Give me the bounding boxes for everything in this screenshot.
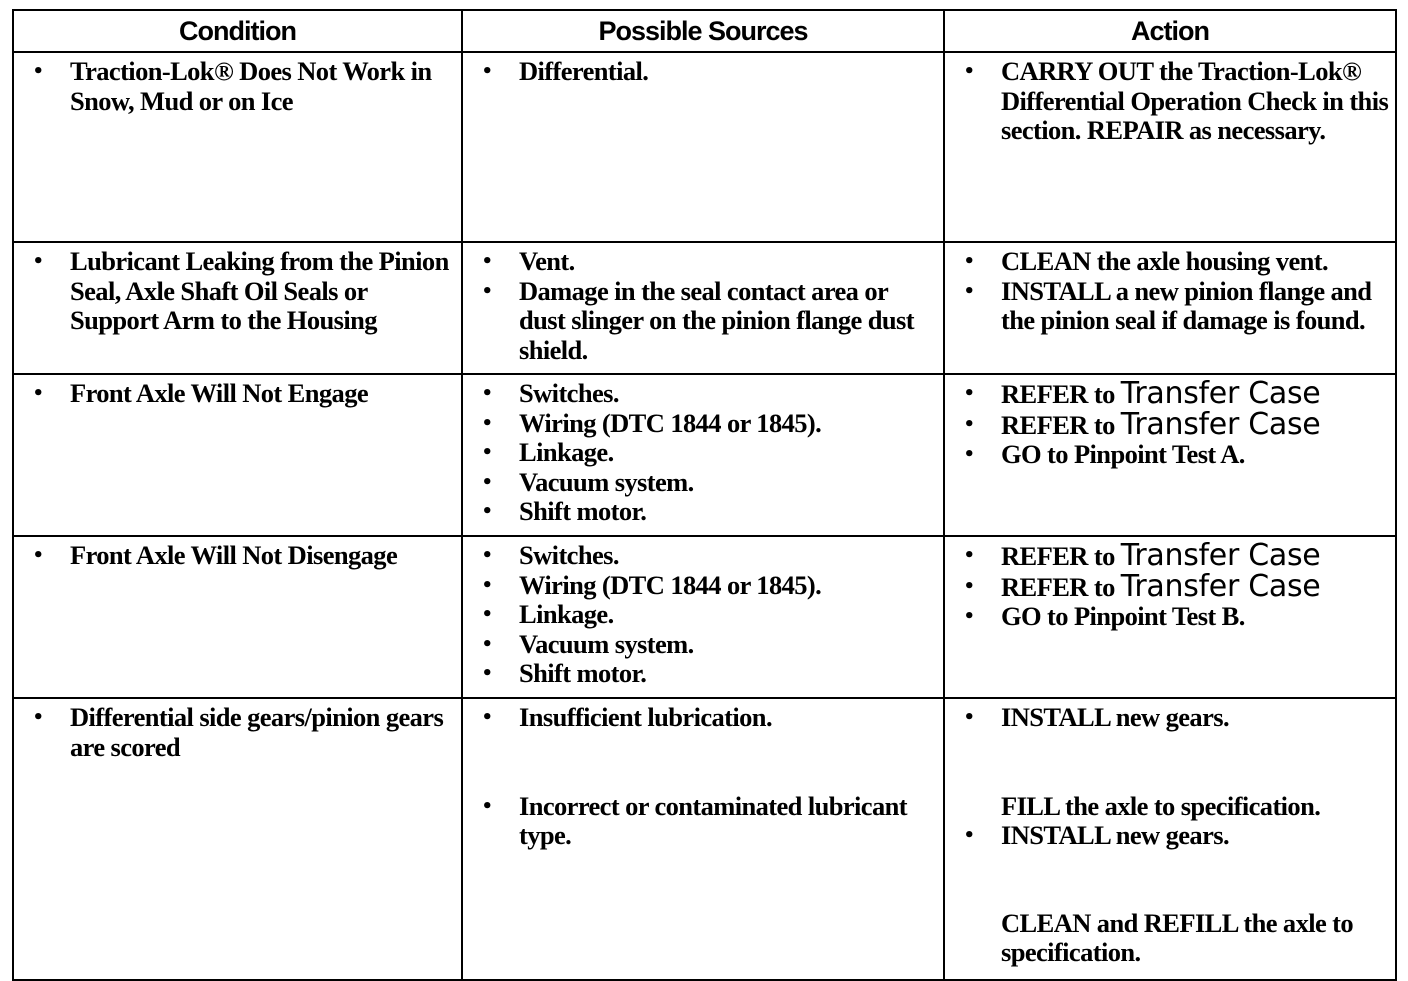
list-item bbox=[475, 468, 937, 498]
bullet-icon: • bbox=[32, 251, 44, 272]
bullet-icon: • bbox=[32, 707, 44, 728]
source-text: Shift motor. bbox=[519, 496, 647, 527]
bullet-icon: • bbox=[32, 383, 44, 404]
list-item bbox=[475, 630, 937, 660]
bullet-icon: • bbox=[963, 606, 975, 628]
action-text: GO to Pinpoint Test B. bbox=[1001, 601, 1245, 632]
sources-cell bbox=[462, 242, 944, 374]
list-item bbox=[26, 57, 455, 116]
source-text: Insufficient lubrication. bbox=[519, 702, 772, 732]
action-text: INSTALL a new pinion flange and the pinion seal if damage is found. bbox=[1001, 275, 1372, 336]
condition-text: Front Axle Will Not Engage bbox=[70, 378, 369, 408]
bullet-icon: • bbox=[481, 280, 493, 302]
action-text: CLEAN the axle housing vent. bbox=[1001, 246, 1329, 276]
condition-cell bbox=[13, 52, 462, 242]
source-text: Switches. bbox=[519, 378, 619, 408]
bullet-icon: • bbox=[481, 604, 493, 626]
bullet-icon: • bbox=[963, 383, 975, 404]
bullet-icon: • bbox=[481, 471, 493, 493]
source-text: Wiring (DTC 1844 or 1845). bbox=[519, 407, 822, 438]
list-item bbox=[26, 703, 455, 762]
table-row bbox=[13, 536, 1396, 698]
list-item bbox=[475, 438, 937, 468]
action-text: REFER to bbox=[1001, 379, 1115, 409]
bullet-icon: • bbox=[481, 383, 493, 404]
action-cell bbox=[944, 242, 1396, 374]
list-item bbox=[475, 247, 937, 277]
action-cell bbox=[944, 698, 1396, 980]
bullet-icon: • bbox=[963, 280, 975, 302]
list-item bbox=[26, 541, 455, 571]
action-text: REFER to bbox=[1001, 541, 1115, 571]
table-row bbox=[13, 52, 1396, 242]
source-text: Incorrect or contaminated lubricant type. bbox=[519, 790, 907, 851]
condition-text: Differential side gears/pinion gears are scored bbox=[70, 702, 444, 762]
condition-text: Traction-Lok® Does Not Work in Snow, Mud or on Ice bbox=[70, 56, 432, 116]
action-cell bbox=[944, 52, 1396, 242]
transfer-case-reference: Transfer Case bbox=[1120, 406, 1321, 442]
condition-text: Front Axle Will Not Disengage bbox=[70, 540, 398, 570]
bullet-icon: • bbox=[481, 795, 493, 817]
bullet-icon: • bbox=[963, 413, 975, 435]
bullet-icon: • bbox=[481, 442, 493, 464]
transfer-case-reference: Transfer Case bbox=[1120, 568, 1321, 604]
list-item bbox=[26, 379, 455, 409]
list-item bbox=[957, 821, 1389, 851]
action-text: REFER to bbox=[1001, 409, 1115, 440]
bullet-icon: • bbox=[963, 61, 975, 82]
list-item bbox=[475, 409, 937, 439]
source-text: Differential. bbox=[519, 56, 649, 86]
action-note: CLEAN and REFILL the axle to specification. bbox=[1001, 907, 1354, 968]
action-text: CARRY OUT the Traction-Lok® Differential Operation Check in this section. REPAIR as necessary. bbox=[1001, 56, 1389, 146]
bullet-icon: • bbox=[481, 61, 493, 82]
bullet-icon: • bbox=[32, 61, 44, 82]
transfer-case-reference: Transfer Case bbox=[1120, 376, 1321, 411]
list-item bbox=[475, 497, 937, 527]
source-text: Vent. bbox=[519, 246, 575, 276]
bullet-icon: • bbox=[481, 501, 493, 523]
sources-cell bbox=[462, 374, 944, 536]
header-condition: Condition bbox=[13, 10, 462, 52]
action-note: FILL the axle to specification. bbox=[1001, 790, 1321, 821]
bullet-icon: • bbox=[963, 825, 975, 847]
bullet-icon: • bbox=[481, 663, 493, 685]
list-item bbox=[475, 703, 937, 733]
bullet-icon: • bbox=[481, 412, 493, 434]
sources-cell bbox=[462, 698, 944, 980]
header-action: Action bbox=[944, 10, 1396, 52]
action-cell bbox=[944, 536, 1396, 698]
bullet-icon: • bbox=[481, 251, 493, 272]
list-item bbox=[475, 541, 937, 571]
bullet-icon: • bbox=[481, 574, 493, 596]
action-cell bbox=[944, 374, 1396, 536]
bullet-icon: • bbox=[481, 545, 493, 566]
header-possible-sources: Possible Sources bbox=[462, 10, 944, 52]
list-item bbox=[475, 379, 937, 409]
bullet-icon: • bbox=[963, 545, 975, 566]
action-text: INSTALL new gears. bbox=[1001, 702, 1229, 732]
action-text: REFER to bbox=[1001, 571, 1115, 602]
condition-cell bbox=[13, 242, 462, 374]
bullet-icon: • bbox=[481, 633, 493, 655]
list-item bbox=[475, 57, 937, 87]
source-text: Switches. bbox=[519, 540, 619, 570]
bullet-icon: • bbox=[963, 707, 975, 728]
source-text: Linkage. bbox=[519, 599, 614, 630]
list-item bbox=[957, 406, 1389, 442]
diagnosis-table bbox=[12, 9, 1397, 981]
sources-cell bbox=[462, 536, 944, 698]
condition-text: Lubricant Leaking from the Pinion Seal, Axle Shaft Oil Seals or Support Arm to the Housing bbox=[70, 246, 449, 336]
source-text: Damage in the seal contact area or dust slinger on the pinion flange dust shield. bbox=[519, 275, 914, 365]
list-item bbox=[957, 376, 1389, 411]
condition-cell bbox=[13, 536, 462, 698]
list-item bbox=[957, 277, 1389, 336]
table-row bbox=[13, 242, 1396, 374]
bullet-icon: • bbox=[963, 575, 975, 597]
source-text: Vacuum system. bbox=[519, 628, 694, 659]
list-item bbox=[957, 57, 1389, 146]
action-text: GO to Pinpoint Test A. bbox=[1001, 439, 1245, 470]
list-item bbox=[957, 247, 1389, 277]
source-text: Vacuum system. bbox=[519, 466, 694, 497]
list-item bbox=[957, 602, 1389, 632]
list-item bbox=[26, 247, 455, 336]
list-item bbox=[475, 277, 937, 366]
bullet-icon: • bbox=[963, 444, 975, 466]
condition-cell bbox=[13, 698, 462, 980]
condition-cell bbox=[13, 374, 462, 536]
list-item bbox=[475, 600, 937, 630]
bullet-icon: • bbox=[963, 251, 975, 272]
list-item bbox=[957, 440, 1389, 470]
table-row bbox=[13, 374, 1396, 536]
list-item bbox=[957, 568, 1389, 604]
source-text: Shift motor. bbox=[519, 658, 647, 689]
source-text: Wiring (DTC 1844 or 1845). bbox=[519, 569, 822, 600]
list-item bbox=[475, 792, 937, 851]
action-text: INSTALL new gears. bbox=[1001, 820, 1229, 851]
list-item bbox=[475, 659, 937, 689]
list-item bbox=[957, 703, 1389, 733]
sources-cell bbox=[462, 52, 944, 242]
source-text: Linkage. bbox=[519, 437, 614, 468]
list-item bbox=[475, 571, 937, 601]
table-row bbox=[13, 698, 1396, 980]
list-item bbox=[957, 538, 1389, 573]
transfer-case-reference: Transfer Case bbox=[1120, 538, 1321, 573]
header-row bbox=[13, 10, 1396, 52]
bullet-icon: • bbox=[481, 707, 493, 728]
bullet-icon: • bbox=[32, 545, 44, 566]
